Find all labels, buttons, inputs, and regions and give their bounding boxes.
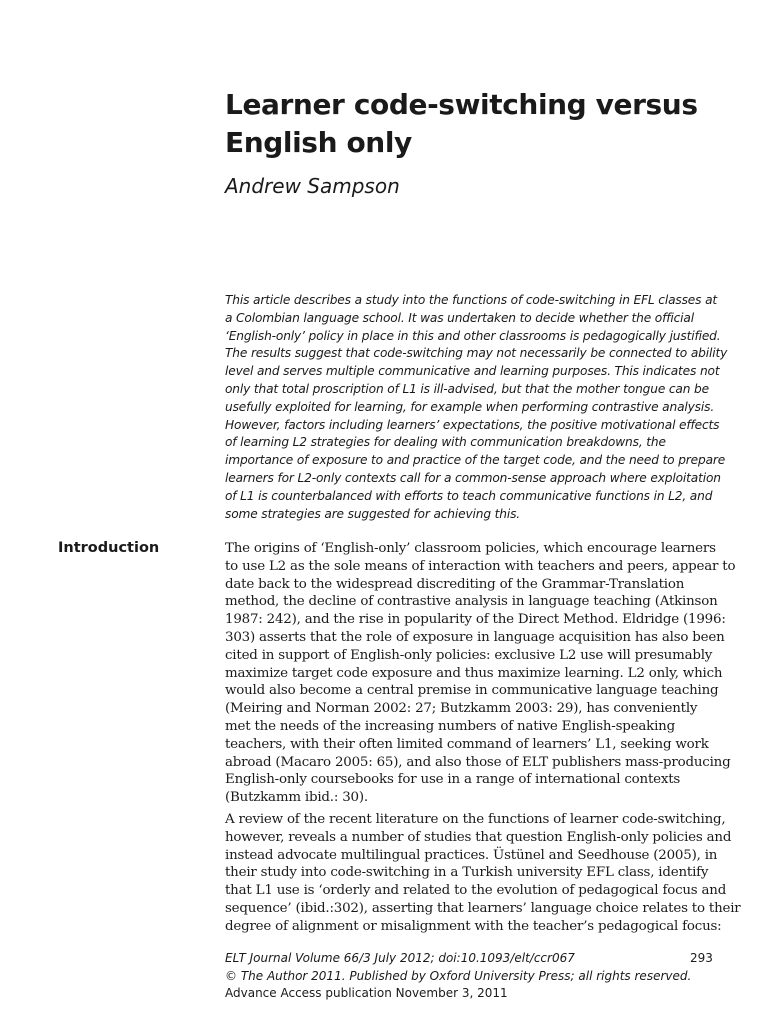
journal-citation: ELT Journal Volume 66/3 July 2012; doi:10.1093/elt/ccr067: [225, 951, 575, 965]
page-number: 293: [690, 951, 713, 965]
section-heading-introduction: Introduction: [58, 540, 160, 556]
paragraph-line: The origins of ‘English-only’ classroom policies, which encourage learners: [225, 541, 716, 556]
paragraph-line: that L1 use is ‘orderly and related to the evolution of pedagogical focus and: [225, 883, 727, 899]
copyright-notice: © The Author 2011. Published by Oxford University Press; all rights reserved.: [225, 968, 692, 983]
paragraph-line: method, the decline of contrastive analysis in language teaching (Atkinson: [225, 594, 718, 610]
paragraph-line: sequence’ (ibid.:302), asserting that learners’ language choice relates to their: [225, 900, 741, 916]
introduction-paragraph-1: [225, 540, 736, 807]
abstract-line: a Colombian language school. It was undertaken to decide whether the official: [225, 310, 694, 325]
abstract: [225, 292, 728, 523]
paragraph-line: however, reveals a number of studies that question English-only policies and: [225, 829, 732, 845]
abstract-line: learners for L2-only contexts call for a common-sense approach where exploitation: [225, 470, 721, 485]
abstract-line: This article describes a study into the functions of code-switching in EFL classes at: [225, 293, 718, 307]
introduction-paragraph-2: [225, 811, 741, 936]
article-title-line-1: Learner code-switching versus: [225, 88, 698, 121]
abstract-line: only that total proscription of L1 is ill-advised, but that the mother tongue can be: [225, 381, 709, 396]
abstract-line: The results suggest that code-switching may not necessarily be connected to ability: [225, 346, 728, 361]
article-title: [225, 86, 725, 162]
page-footer: [225, 950, 715, 1003]
abstract-line: some strategies are suggested for achieving this.: [225, 506, 521, 521]
abstract-line: However, factors including learners’ expectations, the positive motivational effects: [225, 417, 720, 432]
paragraph-line: to use L2 as the sole means of interaction with teachers and peers, appear to: [225, 558, 736, 574]
paragraph-line: English-only coursebooks for use in a range of international contexts: [225, 772, 681, 788]
paragraph-line: (Butzkamm ibid.: 30).: [225, 790, 368, 806]
abstract-line: ‘English-only’ policy in place in this and other classrooms is pedagogically justified.: [225, 328, 721, 343]
paragraph-line: cited in support of English-only policies: exclusive L2 use will presumably: [225, 647, 713, 663]
abstract-line: usefully exploited for learning, for example when performing contrastive analysis.: [225, 399, 715, 414]
abstract-line: of learning L2 strategies for dealing with communication breakdowns, the: [225, 435, 666, 450]
paragraph-line: abroad (Macaro 2005: 65), and also those of ELT publishers mass-producing: [225, 754, 731, 770]
paragraph-line: teachers, with their often limited command of learners’ L1, seeking work: [225, 736, 709, 752]
abstract-line: importance of exposure to and practice of the target code, and the need to prepare: [225, 453, 726, 468]
abstract-line: level and serves multiple communicative and learning purposes. This indicates not: [225, 364, 720, 379]
advance-access-note: Advance Access publication November 3, 2011: [225, 986, 508, 1000]
paragraph-line: would also become a central premise in communicative language teaching: [225, 683, 719, 699]
paragraph-line: degree of alignment or misalignment with the teacher’s pedagogical focus:: [225, 918, 722, 934]
paragraph-line: (Meiring and Norman 2002: 27; Butzkamm 2003: 29), has conveniently: [225, 701, 698, 717]
author-name: Andrew Sampson: [225, 174, 400, 198]
paragraph-line: maximize target code exposure and thus maximize learning. L2 only, which: [225, 665, 723, 681]
paragraph-line: their study into code-switching in a Turkish university EFL class, identify: [225, 865, 709, 881]
paragraph-line: A review of the recent literature on the functions of learner code-switching,: [225, 812, 726, 827]
paragraph-line: instead advocate multilingual practices. Üstünel and Seedhouse (2005), in: [225, 847, 718, 863]
paragraph-line: 303) asserts that the role of exposure in language acquisition has also been: [225, 629, 725, 645]
paragraph-line: 1987: 242), and the rise in popularity of the Direct Method. Eldridge (1996:: [225, 612, 726, 628]
abstract-line: of L1 is counterbalanced with efforts to teach communicative functions in L2, and: [225, 488, 713, 503]
paragraph-line: date back to the widespread discrediting of the Grammar-Translation: [225, 576, 685, 592]
paragraph-line: met the needs of the increasing numbers of native English-speaking: [225, 718, 675, 734]
article-title-line-2: English only: [225, 126, 412, 159]
